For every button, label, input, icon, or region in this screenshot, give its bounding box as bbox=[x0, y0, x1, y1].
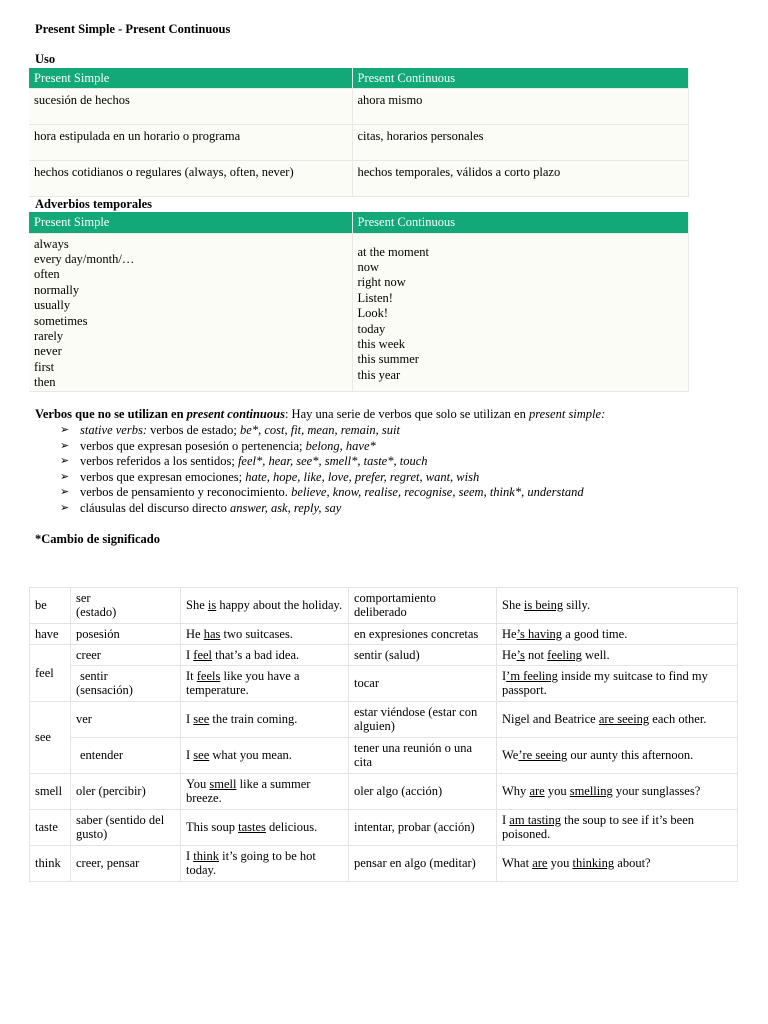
highlighted-verb: smell bbox=[209, 777, 237, 791]
example-text: silly. bbox=[563, 598, 591, 612]
example-text: like you have a temperature. bbox=[186, 669, 300, 697]
example-text: our aunty this afternoon. bbox=[567, 748, 694, 762]
table-row bbox=[30, 809, 738, 845]
example-text: delicious. bbox=[265, 820, 318, 834]
highlighted-verb: is bbox=[207, 598, 217, 612]
list-item bbox=[35, 439, 735, 455]
list-item: this year bbox=[357, 367, 401, 382]
significado-cell bbox=[71, 587, 181, 623]
verbos-bullet-examples: belong, have* bbox=[305, 438, 376, 453]
highlighted-verb: think bbox=[193, 849, 219, 863]
verbos-list bbox=[35, 423, 735, 516]
example-text: happy about the holiday. bbox=[216, 598, 343, 612]
adverbios-col-continuous: Present Continuous bbox=[352, 212, 688, 233]
significado-line: (sensación) bbox=[76, 683, 133, 697]
verbos-heading-text: : Hay una serie de verbos que solo se utilizan en bbox=[284, 407, 529, 421]
cambio-col-significado: Significado bbox=[71, 567, 181, 587]
verb-cell: be bbox=[30, 587, 71, 623]
example-text: Nigel and Beatrice bbox=[502, 712, 599, 726]
significado-cell: comportamiento deliberado bbox=[349, 587, 497, 623]
significado-cell: intentar, probar (acción) bbox=[349, 809, 497, 845]
significado-line: (estado) bbox=[76, 605, 117, 619]
significado-cell: sentir (salud) bbox=[349, 644, 497, 665]
ejemplo-cell bbox=[181, 773, 349, 809]
example-text: She bbox=[186, 598, 208, 612]
list-item: this summer bbox=[357, 352, 419, 367]
example-text: I bbox=[502, 669, 507, 683]
uso-cell: sucesión de hechos bbox=[29, 88, 352, 124]
significado-cell: pensar en algo (meditar) bbox=[349, 845, 497, 881]
table-row bbox=[30, 701, 738, 737]
cambio-group-continuo: Presente continuo bbox=[349, 548, 738, 567]
significado-cell: creer, pensar bbox=[71, 845, 181, 881]
table-row bbox=[30, 587, 738, 623]
example-text: You bbox=[186, 777, 210, 791]
ejemplo-cell bbox=[181, 845, 349, 881]
highlighted-verb: am tasting bbox=[509, 813, 562, 827]
cambio-col-verbo: Verbo bbox=[30, 548, 71, 587]
significado-cell: oler algo (acción) bbox=[349, 773, 497, 809]
example-text: well. bbox=[581, 647, 610, 662]
highlighted-verb: has bbox=[203, 626, 221, 641]
verbos-heading bbox=[35, 407, 605, 422]
table-row bbox=[30, 665, 738, 701]
list-item: rarely bbox=[34, 328, 64, 343]
verbos-heading-italic: present simple: bbox=[528, 407, 606, 421]
verbos-bullet-text: verbos de pensamiento y reconocimiento. bbox=[80, 485, 292, 499]
ejemplo-cell bbox=[497, 644, 738, 665]
example-text: Why bbox=[502, 784, 530, 798]
example-text: not bbox=[524, 647, 548, 662]
example-text: the train coming. bbox=[209, 712, 298, 726]
ejemplo-cell bbox=[181, 665, 349, 701]
verbos-bullet-examples: be*, cost, fit, mean, remain, suit bbox=[240, 423, 400, 437]
page-title: Present Simple - Present Continuous bbox=[35, 22, 231, 36]
significado-cell: tocar bbox=[349, 665, 497, 701]
cambio-col-significado2: Significado bbox=[349, 567, 497, 587]
table-row bbox=[30, 737, 738, 773]
cambio-col-ejemplo: Ejemplo bbox=[181, 567, 349, 587]
ejemplo-cell bbox=[497, 623, 738, 644]
significado-cell: ver bbox=[71, 701, 181, 737]
list-item: first bbox=[34, 359, 55, 374]
ejemplo-cell bbox=[497, 773, 738, 809]
arrow-bullet-icon: ➢ bbox=[60, 424, 70, 436]
uso-col-simple: Present Simple bbox=[29, 68, 352, 88]
verbos-bullet-text: verbos de estado; bbox=[147, 423, 241, 437]
highlighted-verb: ’m feeling bbox=[506, 669, 558, 683]
verbos-bullet-examples: answer, ask, reply, say bbox=[229, 500, 342, 515]
arrow-bullet-icon: ➢ bbox=[60, 501, 70, 514]
example-text: the soup to see if it’s been poisoned. bbox=[502, 813, 694, 841]
list-item: normally bbox=[34, 282, 80, 297]
adverbios-continuous-list bbox=[352, 233, 688, 391]
example-text: He bbox=[502, 626, 517, 641]
example-text: each other. bbox=[649, 712, 707, 726]
highlighted-verb: smelling bbox=[569, 784, 613, 798]
uso-cell: citas, horarios personales bbox=[352, 124, 688, 160]
significado-line: sentir bbox=[80, 669, 108, 683]
uso-cell: ahora mismo bbox=[352, 88, 688, 124]
verb-cell: taste bbox=[30, 809, 71, 845]
list-item: at the moment bbox=[357, 244, 430, 259]
ejemplo-cell bbox=[181, 644, 349, 665]
example-text: It bbox=[186, 669, 197, 683]
example-text: She bbox=[502, 598, 524, 612]
cambio-heading: *Cambio de significado bbox=[35, 532, 161, 546]
verbos-bullet-text: cláusulas del discurso directo bbox=[80, 500, 230, 515]
example-text: what you mean. bbox=[209, 748, 292, 762]
example-text: you bbox=[544, 784, 570, 798]
arrow-bullet-icon: ➢ bbox=[60, 470, 70, 483]
cambio-group-simple: Presente simple bbox=[71, 548, 349, 567]
significado-line: ser bbox=[76, 591, 91, 605]
verbos-bullet-label: stative verbs: bbox=[80, 423, 147, 437]
highlighted-verb: ’s having bbox=[516, 626, 563, 641]
verbos-heading-bold: Verbos que no se utilizan en bbox=[35, 407, 187, 421]
list-item: then bbox=[34, 375, 56, 390]
highlighted-verb: feels bbox=[196, 669, 221, 683]
arrow-bullet-icon: ➢ bbox=[60, 486, 70, 498]
example-text: He bbox=[186, 626, 204, 641]
ejemplo-cell bbox=[181, 809, 349, 845]
highlighted-verb: see bbox=[193, 712, 210, 726]
ejemplo-cell bbox=[497, 845, 738, 881]
example-text: your sunglasses? bbox=[612, 784, 701, 798]
uso-cell: hora estipulada en un horario o programa bbox=[29, 124, 352, 160]
list-item bbox=[35, 501, 735, 517]
table-row bbox=[30, 623, 738, 644]
example-text: We bbox=[502, 748, 519, 762]
uso-cell: hechos cotidianos o regulares (always, often, never) bbox=[29, 160, 352, 196]
verbos-bullet-text: verbos que expresan posesión o pertenencia; bbox=[80, 438, 306, 453]
highlighted-verb: are bbox=[529, 784, 545, 798]
arrow-bullet-icon: ➢ bbox=[60, 439, 70, 452]
example-text: that’s a bad idea. bbox=[212, 647, 300, 662]
list-item: usually bbox=[34, 298, 71, 313]
verb-cell: smell bbox=[30, 773, 71, 809]
significado-cell: entender bbox=[71, 737, 181, 773]
ejemplo-cell bbox=[497, 701, 738, 737]
verbos-bullet-examples: believe, know, realise, recognise, seem, think*, understand bbox=[291, 485, 584, 499]
highlighted-verb: is being bbox=[523, 598, 564, 612]
ejemplo-cell bbox=[497, 737, 738, 773]
example-text: it’s going to be hot today. bbox=[186, 849, 316, 877]
example-text: I bbox=[186, 712, 194, 726]
adverbios-simple-list bbox=[29, 233, 352, 391]
verb-cell: have bbox=[30, 623, 71, 644]
example-text: I bbox=[186, 849, 194, 863]
highlighted-verb: tastes bbox=[238, 820, 266, 834]
significado-cell bbox=[71, 665, 181, 701]
example-text: This soup bbox=[186, 820, 239, 834]
uso-col-continuous: Present Continuous bbox=[352, 68, 688, 88]
list-item bbox=[35, 454, 735, 470]
adverbios-col-simple: Present Simple bbox=[29, 212, 352, 233]
highlighted-verb: thinking bbox=[572, 856, 615, 870]
ejemplo-cell bbox=[497, 665, 738, 701]
highlighted-verb: are seeing bbox=[598, 712, 650, 726]
list-item: now bbox=[357, 259, 380, 274]
list-item: Look! bbox=[357, 306, 389, 321]
highlighted-verb: ’re seeing bbox=[518, 748, 568, 762]
table-row bbox=[30, 845, 738, 881]
example-text: two suitcases. bbox=[220, 626, 293, 641]
uso-heading: Uso bbox=[35, 52, 56, 66]
list-item: today bbox=[357, 321, 386, 336]
adverbios-table bbox=[29, 212, 689, 392]
ejemplo-cell bbox=[181, 623, 349, 644]
list-item: Listen! bbox=[357, 290, 393, 305]
cambio-col-ejemplo2: Ejemplo bbox=[497, 567, 738, 587]
significado-cell: tener una reunión o una cita bbox=[349, 737, 497, 773]
highlighted-verb: are bbox=[532, 856, 548, 870]
list-item bbox=[35, 423, 735, 439]
example-text: What bbox=[502, 856, 533, 870]
list-item: sometimes bbox=[34, 313, 88, 328]
example-text: I bbox=[502, 813, 510, 827]
significado-cell: oler (percibir) bbox=[71, 773, 181, 809]
example-text: I bbox=[186, 647, 194, 662]
highlighted-verb: ’s bbox=[516, 647, 525, 662]
ejemplo-cell bbox=[181, 587, 349, 623]
cambio-table bbox=[29, 548, 738, 882]
example-text: you bbox=[547, 856, 573, 870]
highlighted-verb: see bbox=[193, 748, 210, 762]
verbos-bullet-text: verbos que expresan emociones; bbox=[80, 469, 246, 484]
example-text: like a summer breeze. bbox=[186, 777, 311, 805]
significado-cell: posesión bbox=[71, 623, 181, 644]
list-item: this week bbox=[357, 336, 406, 351]
table-row bbox=[30, 644, 738, 665]
list-item: often bbox=[34, 267, 60, 282]
arrow-bullet-icon: ➢ bbox=[60, 455, 70, 467]
verbos-bullet-text: verbos referidos a los sentidos; bbox=[80, 454, 238, 468]
verbos-bullet-examples: hate, hope, like, love, prefer, regret, want, wish bbox=[245, 469, 480, 484]
highlighted-verb: feel bbox=[193, 647, 213, 662]
significado-cell: en expresiones concretas bbox=[349, 623, 497, 644]
ejemplo-cell bbox=[497, 587, 738, 623]
highlighted-verb: feeling bbox=[547, 647, 582, 662]
verb-cell: feel bbox=[30, 644, 71, 701]
list-item: right now bbox=[357, 275, 406, 290]
list-item: never bbox=[34, 344, 62, 359]
example-text: inside my suitcase to find my passport. bbox=[502, 669, 708, 697]
ejemplo-cell bbox=[497, 809, 738, 845]
example-text: a good time. bbox=[562, 626, 628, 641]
significado-cell: saber (sentido del gusto) bbox=[71, 809, 181, 845]
verbos-heading-bold-italic: present continuous bbox=[186, 407, 285, 421]
table-row bbox=[30, 773, 738, 809]
list-item: every day/month/… bbox=[34, 251, 135, 266]
significado-cell: estar viéndose (estar con alguien) bbox=[349, 701, 497, 737]
significado-cell: creer bbox=[71, 644, 181, 665]
verb-cell: see bbox=[30, 701, 71, 773]
adverbios-heading: Adverbios temporales bbox=[35, 197, 152, 211]
uso-cell: hechos temporales, válidos a corto plazo bbox=[352, 160, 688, 196]
verb-cell: think bbox=[30, 845, 71, 881]
ejemplo-cell bbox=[181, 737, 349, 773]
ejemplo-cell bbox=[181, 701, 349, 737]
example-text: He bbox=[502, 647, 517, 662]
list-item: always bbox=[34, 236, 69, 251]
list-item bbox=[35, 485, 735, 501]
verbos-bullet-examples: feel*, hear, see*, smell*, taste*, touch bbox=[237, 454, 428, 468]
list-item bbox=[35, 470, 735, 486]
example-text: I bbox=[186, 748, 194, 762]
example-text: about? bbox=[614, 856, 651, 870]
uso-table bbox=[29, 68, 689, 197]
